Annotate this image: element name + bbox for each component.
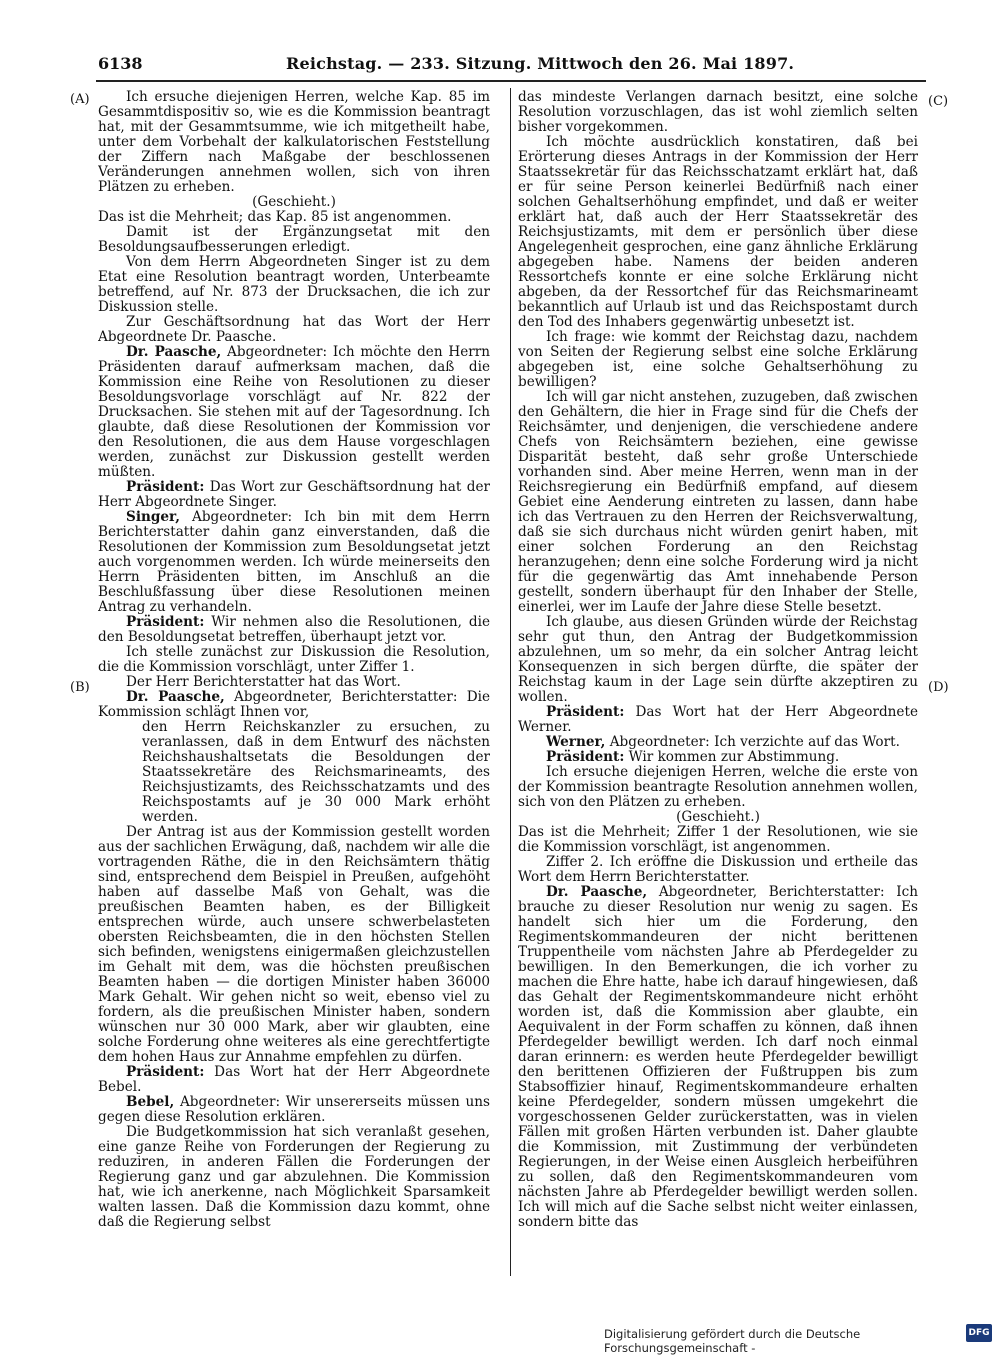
speaker-name: Präsident: bbox=[126, 1064, 205, 1080]
paragraph-text: Der Antrag ist aus der Kommission gestellt worden aus der sachlichen Erwägung, daß, nachdem wir alle die vortragenden Räthe, die in den Reichsämtern thätig sind, entsprechend dem Beispiel in Preußen, aufgehöht haben auf dasselbe Maß von Gehalt, was die preußischen Beamten haben, es der Billigkeit entsprechen würde, auch unsere schwerbelasteten obersten Reichsbeamten, die in den höchsten Stellen sich befinden, wenigstens einigermaßen gleichzustellen im Gehalt mit dem, was die höchsten preußischen Beamten haben — die dortigen Minister haben 36000 Mark Gehalt. Wir gehen nicht so weit, ebenso viel zu fordern, als die preußischen Minister haben, sondern wünschen nur 30 000 Mark, aber wir glaubten, eine solche Forderung ohne weiteres als eine gerechtfertigte dem hohen Haus zur Annahme empfehlen zu dürfen. bbox=[98, 824, 490, 1065]
paragraph-text: Ich will gar nicht anstehen, zuzugeben, daß zwischen den Gehältern, die hier in Frage sind für die Chefs der Reichsämter, und denjenigen, die verschiedene andere Chefs von Reichsämtern beziehen, eine gewisse Disparität besteht, daß sehr große Unterschiede vorhanden sind. Aber meine Herren, wenn man in der Reichsregierung ein Bedürfniß empfand, auf diesem Gebiet eine Aenderung eintreten zu lassen, dann habe ich das Vertrauen zu den Herren der Reichsverwaltung, daß sie sich durchaus nicht würden genirt haben, mit einer solchen Forderung an den Reichstag heranzugehen; denn eine solche Forderung wird ja nicht für die gegenwärtig das Amt innehabende Person gestellt, sondern überhaupt für den Inhaber der Stelle, einerlei, wer im Laufe der Jahre diese Stelle besetzt. bbox=[518, 389, 918, 615]
paragraph bbox=[518, 135, 918, 330]
paragraph-text: Wir kommen zur Abstimmung. bbox=[624, 749, 840, 765]
speaker-name: Dr. Paasche, bbox=[126, 689, 225, 705]
paragraph-text: das mindeste Verlangen darnach besitzt, eine solche Resolution vorzuschlagen, das ist wohl ziemlich selten bisher vorgekommen. bbox=[518, 90, 918, 135]
paragraph bbox=[98, 825, 490, 1065]
paragraph bbox=[98, 1095, 490, 1125]
paragraph bbox=[518, 330, 918, 390]
paragraph bbox=[98, 510, 490, 615]
speaker-name: Singer, bbox=[126, 509, 180, 525]
paragraph-text: Das ist die Mehrheit; das Kap. 85 ist angenommen. bbox=[98, 209, 452, 225]
speaker-name: Dr. Paasche, bbox=[126, 344, 222, 360]
paragraph-text: Ziffer 2. Ich eröffne die Diskussion und ertheile das Wort dem Herrn Berichterstatter. bbox=[518, 854, 918, 885]
paragraph bbox=[518, 90, 918, 135]
paragraph-text: Abgeordneter, Berichterstatter: Die Kommission schlägt Ihnen vor, bbox=[98, 689, 490, 720]
paragraph bbox=[98, 1125, 490, 1230]
paragraph-text: Von dem Herrn Abgeordneten Singer ist zu dem Etat eine Resolution beantragt worden, Unterbeamte betreffend, auf Nr. 873 der Drucksachen, die ich zur Diskussion stelle. bbox=[98, 254, 490, 315]
page-number: 6138 bbox=[98, 54, 143, 73]
paragraph-text: Das Wort hat der Herr Abgeordnete Bebel. bbox=[98, 1064, 490, 1095]
paragraph bbox=[98, 615, 490, 645]
paragraph-text: Ich glaube, aus diesen Gründen würde der Reichstag sehr gut thun, den Antrag der Budgetkommission abzulehnen, um so mehr, da ein solcher Antrag leicht Konsequenzen in sich bergen dürfte, die später der Reichstag kaum in der Lage sein dürfte akzeptiren zu wollen. bbox=[518, 614, 918, 705]
paragraph-text: Ich ersuche diejenigen Herren, welche Kap. 85 im Gesammtdispositiv so, wie es die Kommission beantragt hat, mit der Gesammtsumme, wie ich mitgetheilt habe, unter dem Vorbehalt der kalkulatorischen Feststellung der Ziffern nach Maßgabe der beschlossenen Veränderungen annehmen wollen, sich von ihren Plätzen zu erheben. bbox=[98, 90, 490, 195]
margin-marker-b: (B) bbox=[70, 680, 90, 695]
paragraph-text: Abgeordneter: Ich verzichte auf das Wort. bbox=[605, 734, 900, 750]
speaker-name: Präsident: bbox=[546, 749, 625, 765]
paragraph bbox=[98, 1065, 490, 1095]
margin-marker-a: (A) bbox=[70, 92, 90, 107]
speaker-name: Dr. Paasche, bbox=[546, 884, 648, 900]
paragraph-text: Ich frage: wie kommt der Reichstag dazu, nachdem von Seiten der Regierung selbst eine solche Erklärung abgegeben ist, eine solche Gehaltserhöhung zu bewilligen? bbox=[518, 329, 918, 390]
paragraph bbox=[518, 390, 918, 615]
speaker-name: Präsident: bbox=[546, 704, 625, 720]
paragraph bbox=[98, 675, 490, 690]
paragraph-text: Zur Geschäftsordnung hat das Wort der Herr Abgeordnete Dr. Paasche. bbox=[98, 314, 490, 345]
paragraph bbox=[518, 855, 918, 885]
paragraph bbox=[518, 810, 918, 825]
paragraph bbox=[98, 225, 490, 255]
paragraph-text: Das ist die Mehrheit; Ziffer 1 der Resolutionen, wie sie die Kommission vorschlägt, ist angenommen. bbox=[518, 824, 918, 855]
paragraph bbox=[518, 735, 918, 750]
footer-credit: Digitalisierung gefördert durch die Deutsche Forschungsgemeinschaft - bbox=[604, 1327, 861, 1355]
paragraph bbox=[518, 765, 918, 810]
speaker-name: Präsident: bbox=[126, 479, 205, 495]
paragraph-text: Abgeordneter: Ich möchte den Herrn Präsidenten darauf aufmerksam machen, daß die Kommission eine Reihe von Resolutionen zu dieser Besoldungsvorlage vorschlägt auf Nr. 822 der Drucksachen. Sie stehen mit auf der Tagesordnung. Ich glaubte, daß diese Resolutionen der Kommission vor den Resolutionen, die aus dem Hause vorgeschlagen werden, zunächst zur Diskussion gestellt werden müßten. bbox=[98, 344, 490, 480]
left-text-column bbox=[98, 90, 490, 1276]
margin-marker-c: (C) bbox=[928, 94, 949, 109]
paragraph bbox=[518, 825, 918, 855]
running-title: Reichstag. — 233. Sitzung. Mittwoch den 26. Mai 1897. bbox=[286, 54, 795, 73]
paragraph-text: Abgeordneter, Berichterstatter: Ich brauche zu dieser Resolution nur wenig zu sagen. Es handelt sich hier um die Forderung, den Regimentskommandeuren der nicht berittenen Truppentheile vom nächsten Jahre ab Pferdegelder zu bewilligen. In den Bemerkungen, die ich vorher zu machen die Ehre hatte, habe ich darauf hingewiesen, daß das Gehalt der Regimentskommandeure nicht erhöht worden ist, daß die Kommission aber glaubte, ein Aequivalent in der Form schaffen zu können, daß ihnen Pferdegelder bewilligt werden. Ich darf noch einmal daran erinnern: es werden heute Pferdegelder bewilligt den berittenen Offizieren der Fußtruppen bis zum Stabsoffizier hinauf, Regimentskommandeure erhalten keine Pferdegelder, sondern müssen umgekehrt die vorgeschossenen Gelder zurückerstatten, was in vielen Fällen mit großen Härten verbunden ist. Daher glaubte die Kommission, mit Zustimmung der verbündeten Regierungen, in der Weise einen Ausgleich herbeiführen zu sollen, daß den Regimentskommandeuren vom nächsten Jahre ab Pferdegelder bewilligt werden sollen. Ich will mich auf die Sache selbst nicht weiter einlassen, sondern bitte das bbox=[518, 884, 918, 1230]
paragraph bbox=[98, 315, 490, 345]
speaker-name: Werner, bbox=[546, 734, 606, 750]
paragraph-text: Abgeordneter: Ich bin mit dem Herrn Berichterstatter dahin ganz einverstanden, daß die Resolutionen der Kommission zum Besoldungsetat jetzt auch vorgenommen werden. Ich würde meinerseits den Herrn Präsidenten bitten, im Anschluß an die Beschlußfassung über diese Resolutionen meinen Antrag zu verhandeln. bbox=[98, 509, 490, 615]
paragraph-text: Damit ist der Ergänzungsetat mit den Besoldungsaufbesserungen erledigt. bbox=[98, 224, 490, 255]
paragraph-text: (Geschieht.) bbox=[676, 809, 760, 825]
paragraph-text: den Herrn Reichskanzler zu ersuchen, zu veranlassen, daß in dem Entwurf des nächsten Reichshaushaltsetats die Besoldungen der Staatssekretäre des Reichsmarineamts, des Reichsjustizamts, des Reichsschatzamts und des Reichspostamts auf je 30 000 Mark erhöht werden. bbox=[142, 719, 490, 825]
column-divider bbox=[510, 88, 511, 1276]
paragraph-text: Das Wort hat der Herr Abgeordnete Werner. bbox=[518, 704, 918, 735]
paragraph bbox=[98, 90, 490, 195]
right-text-column bbox=[518, 90, 918, 1276]
paragraph-text: Der Herr Berichterstatter hat das Wort. bbox=[126, 674, 401, 690]
page-header bbox=[96, 50, 926, 82]
dfg-logo: DFG bbox=[966, 1324, 992, 1342]
paragraph-text: Ich stelle zunächst zur Diskussion die Resolution, die die Kommission vorschlägt, unter Ziffer 1. bbox=[98, 644, 490, 675]
paragraph bbox=[98, 690, 490, 720]
paragraph-text: Abgeordneter: Wir unsererseits müssen uns gegen diese Resolution erklären. bbox=[98, 1094, 490, 1125]
paragraph bbox=[98, 210, 490, 225]
paragraph bbox=[98, 345, 490, 480]
paragraph bbox=[518, 750, 918, 765]
paragraph bbox=[98, 195, 490, 210]
paragraph-text: Ich möchte ausdrücklich konstatiren, daß bei Erörterung dieses Antrags in der Kommission der Herr Staatssekretär für das Reichsschatzamt erklärt hat, daß er für seine Person keinerlei Bedürfniß nach einer solchen Gehaltserhöhung empfindet, und daß er weiter erklärt hat, daß auch der Herr Staatssekretär des Reichsjustizamts, mit dem er persönlich über diese Angelegenheit gesprochen, eine ganz ähnliche Erklärung abgegeben habe. Namens der beiden anderen Ressortchefs konnte er eine solche Erklärung nicht abgeben, da der Ressortchef für das Reichsmarineamt bekanntlich auf Urlaub ist und das Reichspostamt durch den Tod des Inhabers gegenwärtig unbesetzt ist. bbox=[518, 134, 918, 330]
paragraph-text: (Geschieht.) bbox=[252, 194, 336, 210]
paragraph-text: Wir nehmen also die Resolutionen, die den Besoldungsetat betreffen, überhaupt jetzt vor. bbox=[98, 614, 490, 645]
paragraph bbox=[98, 255, 490, 315]
paragraph-text: Ich ersuche diejenigen Herren, welche die erste von der Kommission beantragte Resolution annehmen wollen, sich von den Plätzen zu erheben. bbox=[518, 764, 918, 810]
paragraph bbox=[98, 645, 490, 675]
paragraph bbox=[518, 705, 918, 735]
paragraph-text: Die Budgetkommission hat sich veranlaßt gesehen, eine ganze Reihe von Forderungen der Regierung zu reduziren, in anderen Fällen die Forderungen der Regierung ganz und gar abzulehnen. Die Kommission hat, wie ich anerkenne, nach Möglichkeit Sparsamkeit walten lassen. Daß die Kommission dazu kommt, ohne daß die Regierung selbst bbox=[98, 1124, 490, 1230]
paragraph bbox=[142, 720, 490, 825]
paragraph bbox=[518, 885, 918, 1230]
speaker-name: Bebel, bbox=[126, 1094, 175, 1110]
speaker-name: Präsident: bbox=[126, 614, 205, 630]
paragraph bbox=[98, 480, 490, 510]
paragraph bbox=[518, 615, 918, 705]
margin-marker-d: (D) bbox=[928, 680, 949, 695]
paragraph-text: Das Wort zur Geschäftsordnung hat der Herr Abgeordnete Singer. bbox=[98, 479, 490, 510]
